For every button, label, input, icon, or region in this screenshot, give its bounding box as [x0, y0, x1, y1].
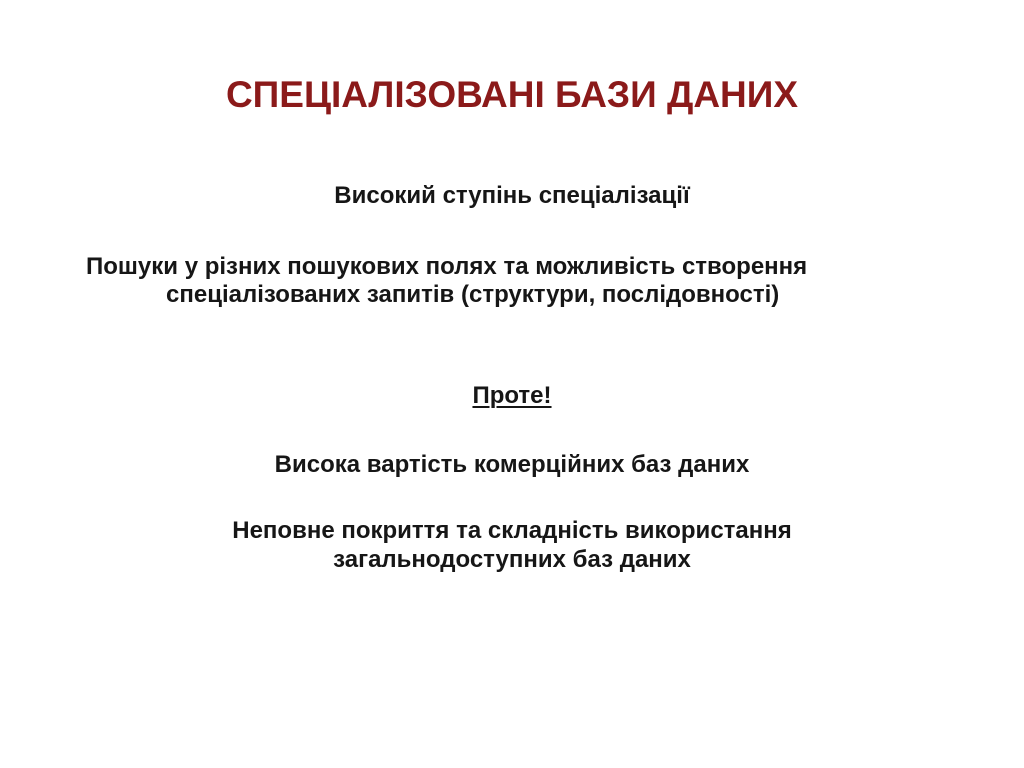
bullet-incomplete-coverage-line-1: Неповне покриття та складність використання	[232, 517, 792, 544]
bullet-high-specialization: Високий ступінь спеціалізації	[334, 182, 690, 209]
bullet-incomplete-coverage-line-2: загальнодоступних баз даних	[333, 546, 691, 573]
section-however: Проте!	[472, 382, 552, 409]
slide-title: СПЕЦІАЛІЗОВАНІ БАЗИ ДАНИХ	[225, 74, 799, 115]
bullet-high-commercial-cost: Висока вартість комерційних баз даних	[274, 451, 750, 478]
bullet-search-fields-line-1: Пошуки у різних пошукових полях та можливість створення	[86, 253, 808, 280]
bullet-search-fields-line-2: спеціалізованих запитів (структури, послідовності)	[166, 281, 780, 308]
